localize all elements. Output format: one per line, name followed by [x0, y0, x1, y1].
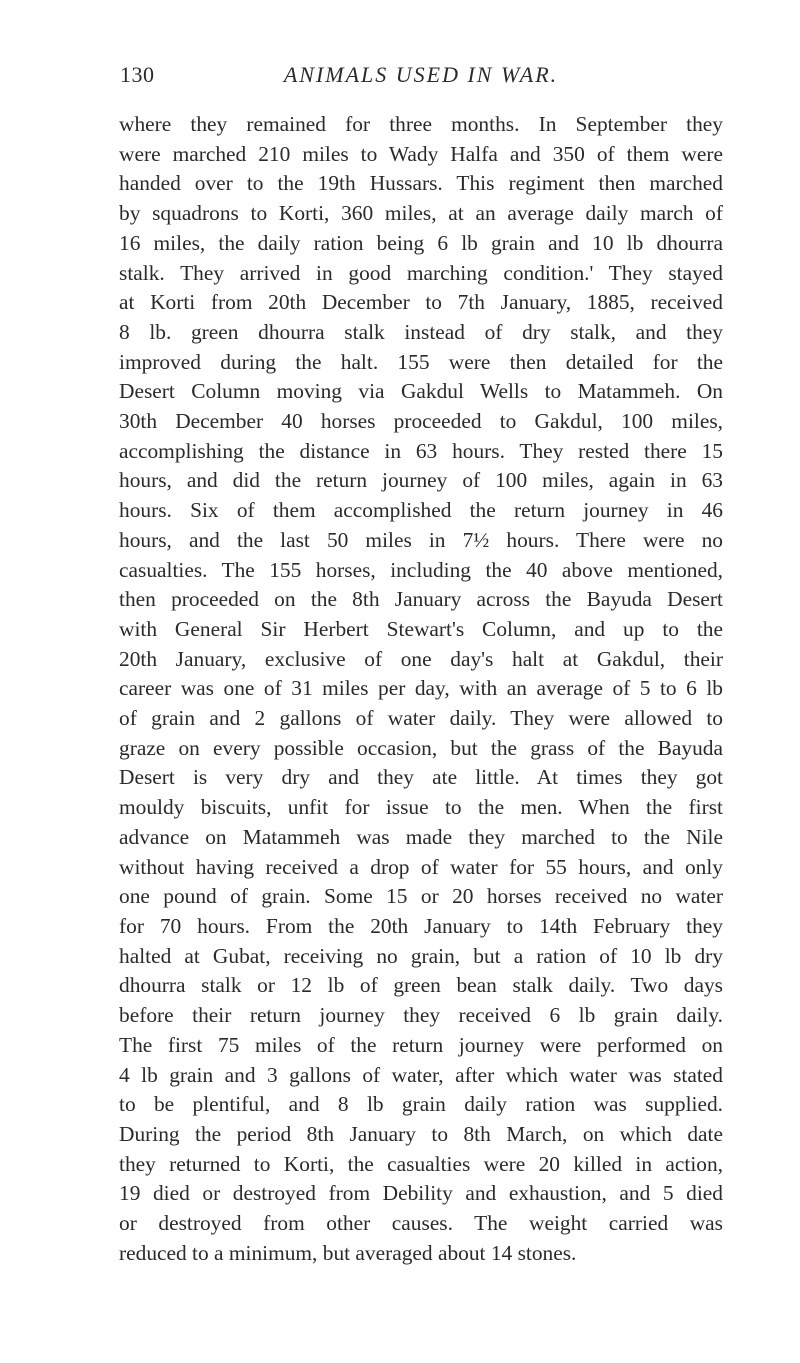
text-line: by squadrons to Korti, 360 miles, at an average daily march of: [119, 201, 723, 226]
text-line: hours. Six of them accomplished the return journey in 46: [119, 498, 723, 523]
running-title: ANIMALS USED IN WAR.: [283, 62, 559, 87]
text-line: During the period 8th January to 8th March, on which date: [119, 1121, 723, 1146]
text-line: mouldy biscuits, unfit for issue to the men. When the first: [119, 795, 723, 820]
text-line: 20th January, exclusive of one day's halt at Gakdul, their: [119, 646, 723, 671]
text-line: they returned to Korti, the casualties were 20 killed in action,: [119, 1151, 723, 1176]
text-line: of grain and 2 gallons of water daily. They were allowed to: [119, 706, 723, 731]
page-number: 130: [120, 62, 155, 87]
text-line: casualties. The 155 horses, including the 40 above mentioned,: [119, 557, 723, 582]
text-line: hours, and did the return journey of 100 miles, again in 63: [119, 468, 723, 493]
text-line: accomplishing the distance in 63 hours. They rested there 15: [119, 438, 723, 463]
text-line: 30th December 40 horses proceeded to Gakdul, 100 miles,: [119, 409, 723, 434]
text-line: graze on every possible occasion, but the grass of the Bayuda: [119, 735, 723, 760]
text-line: improved during the halt. 155 were then detailed for the: [119, 349, 723, 374]
text-line: 19 died or destroyed from Debility and exhaustion, and 5 died: [119, 1181, 723, 1206]
text-line: for 70 hours. From the 20th January to 14th February they: [119, 913, 723, 938]
text-line: handed over to the 19th Hussars. This regiment then marched: [119, 171, 723, 196]
text-line: with General Sir Herbert Stewart's Column, and up to the: [119, 616, 723, 641]
text-line: at Korti from 20th December to 7th January, 1885, received: [119, 290, 723, 315]
text-line: 16 miles, the daily ration being 6 lb grain and 10 lb dhourra: [119, 230, 723, 255]
text-line: one pound of grain. Some 15 or 20 horses received no water: [119, 884, 723, 909]
text-line: reduced to a minimum, but averaged about 14 stones.: [119, 1240, 577, 1265]
text-line: 4 lb grain and 3 gallons of water, after which water was stated: [119, 1062, 723, 1087]
text-line: or destroyed from other causes. The weight carried was: [119, 1211, 723, 1236]
text-line: where they remained for three months. In September they: [119, 112, 723, 136]
text-line: without having received a drop of water for 55 hours, and only: [119, 854, 723, 879]
running-head: [120, 62, 722, 92]
text-line: 8 lb. green dhourra stalk instead of dry stalk, and they: [119, 319, 723, 344]
text-line: career was one of 31 miles per day, with an average of 5 to 6 lb: [119, 676, 723, 701]
text-line: The first 75 miles of the return journey were performed on: [119, 1032, 723, 1057]
text-line: Desert Column moving via Gakdul Wells to Matammeh. On: [119, 379, 723, 404]
text-line: dhourra stalk or 12 lb of green bean stalk daily. Two days: [119, 973, 723, 998]
text-line: Desert is very dry and they ate little. At times they got: [119, 765, 723, 790]
text-line: hours, and the last 50 miles in 7½ hours. There were no: [119, 527, 723, 552]
text-line: advance on Matammeh was made they marched to the Nile: [119, 824, 723, 849]
text-line: to be plentiful, and 8 lb grain daily ration was supplied.: [119, 1092, 723, 1117]
text-line: then proceeded on the 8th January across the Bayuda Desert: [119, 587, 723, 612]
text-line: halted at Gubat, receiving no grain, but a ration of 10 lb dry: [119, 943, 723, 968]
text-line: were marched 210 miles to Wady Halfa and 350 of them were: [119, 141, 723, 166]
body-paragraph: [119, 110, 723, 1268]
text-line: before their return journey they received 6 lb grain daily.: [119, 1003, 723, 1028]
text-line: stalk. They arrived in good marching condition.' They stayed: [119, 260, 723, 285]
